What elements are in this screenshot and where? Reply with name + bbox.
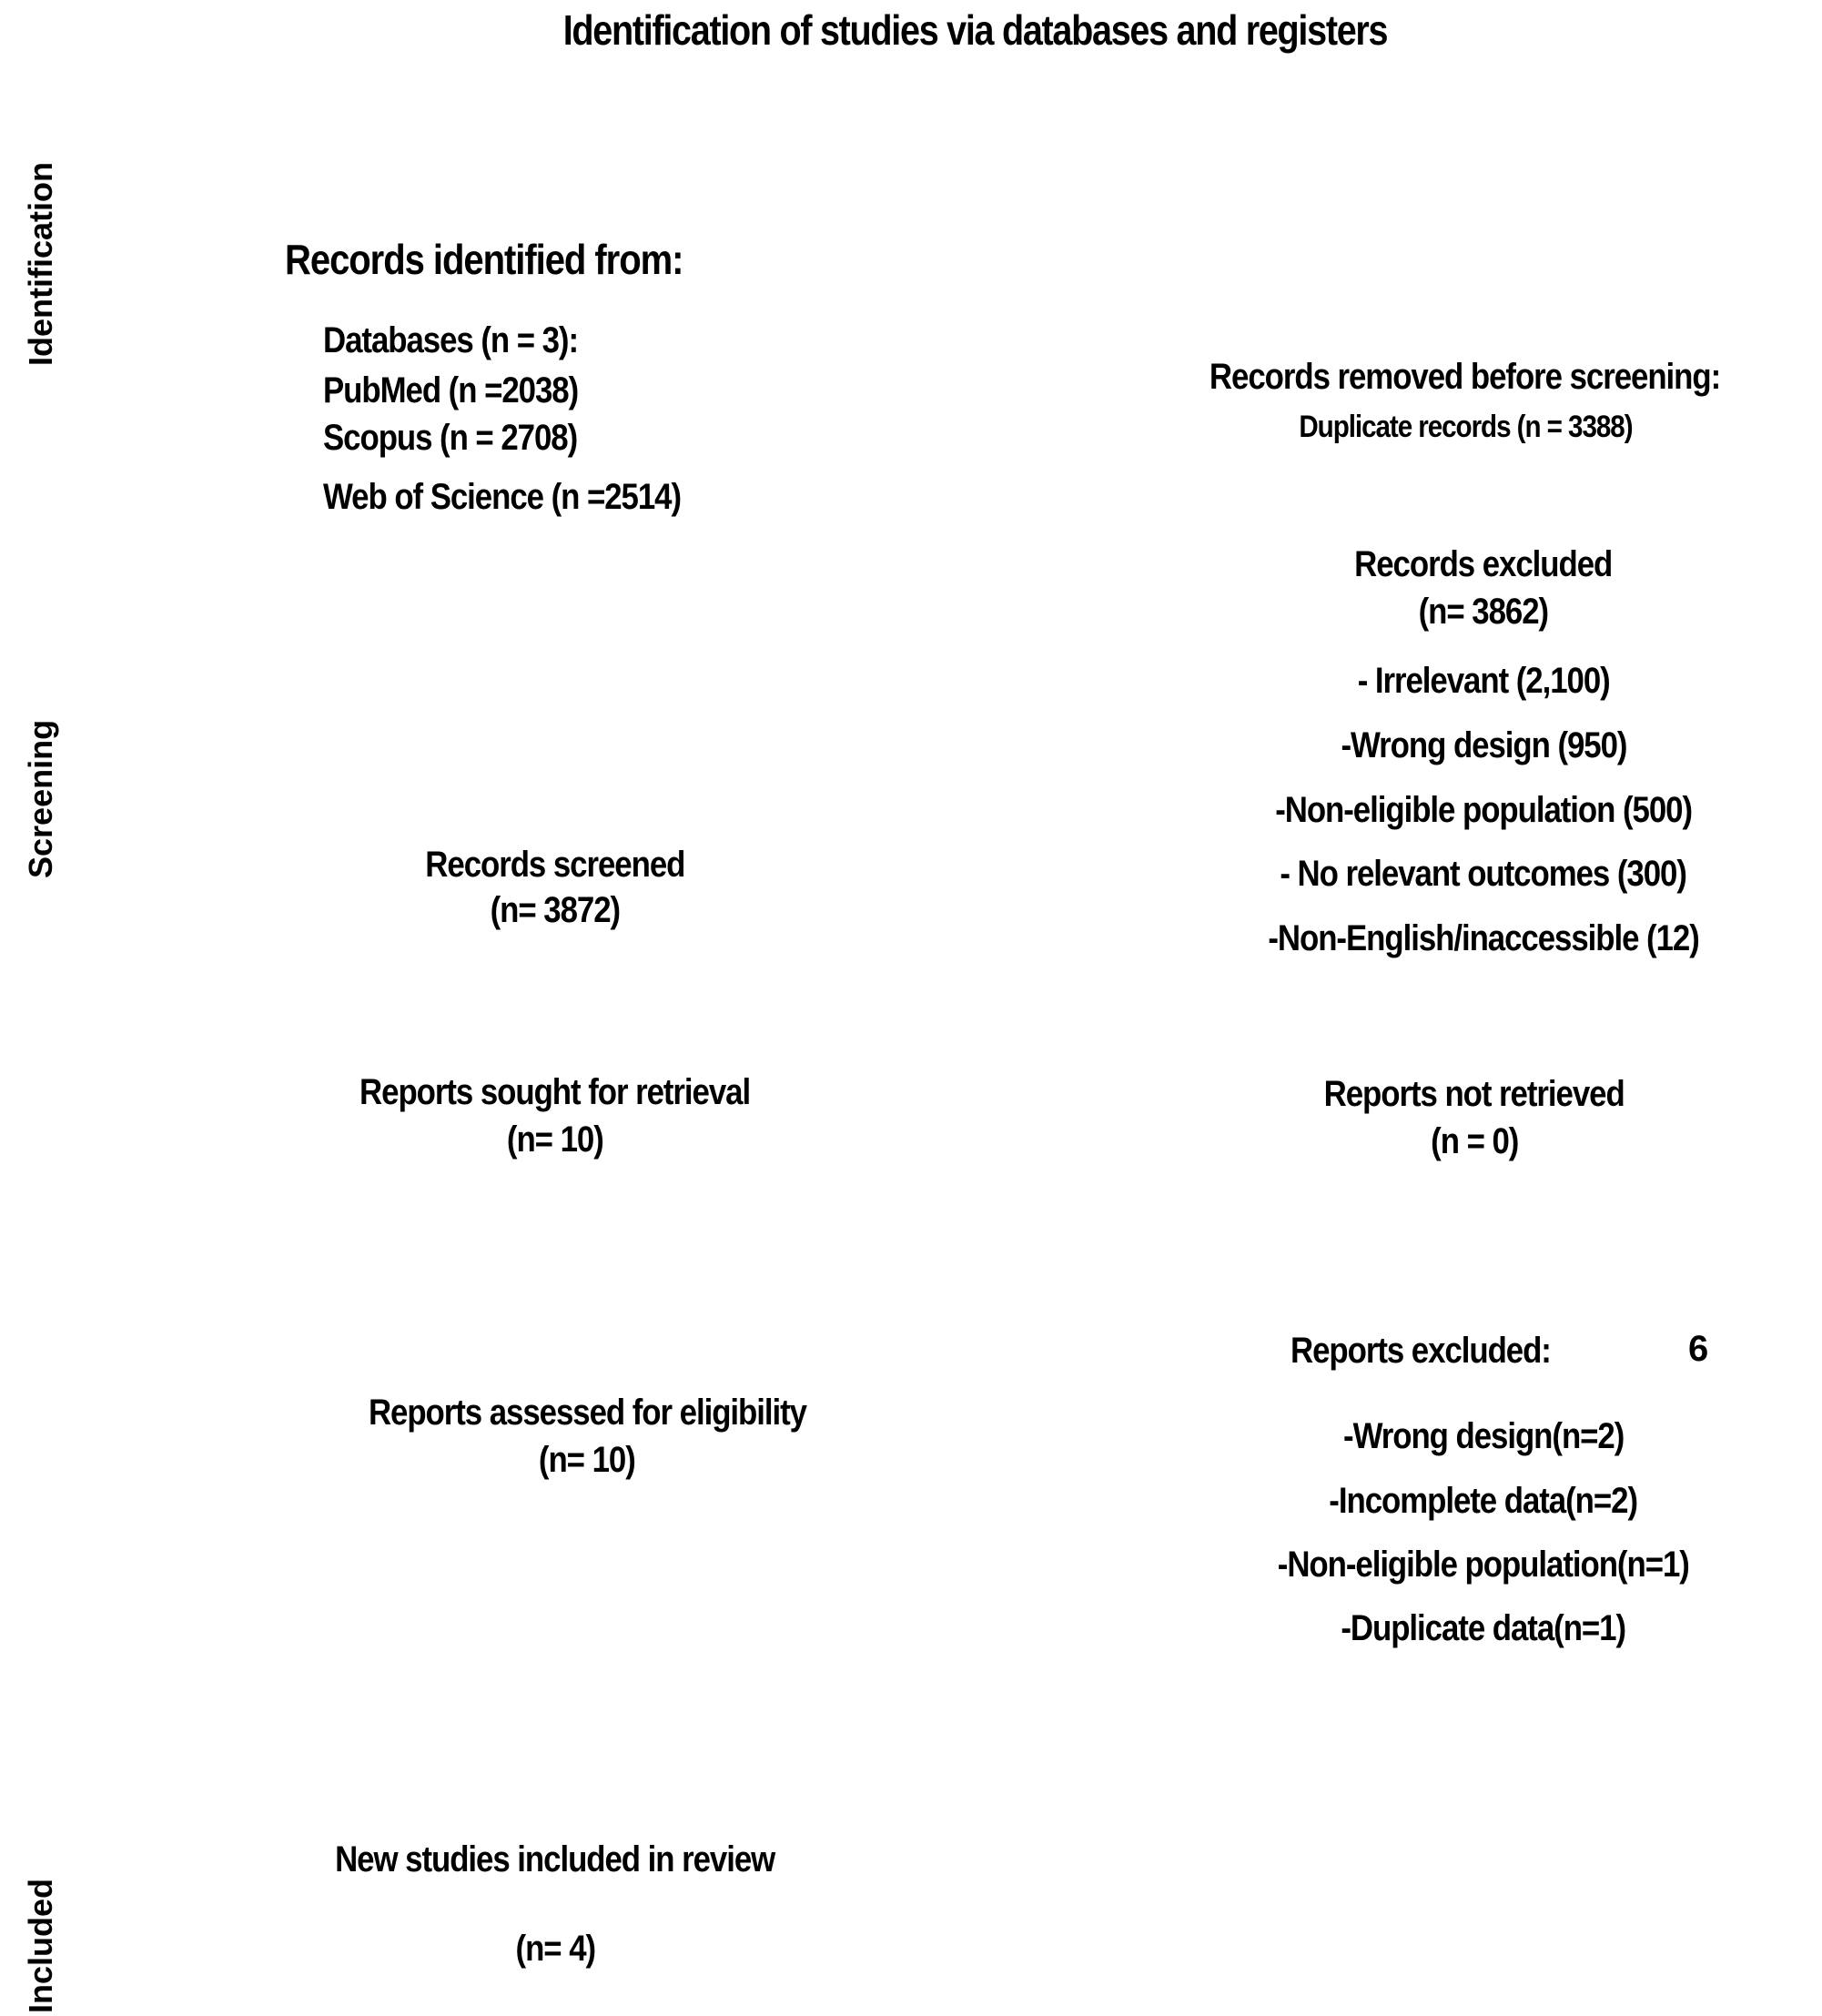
exclusion-reason: -Non-eligible population (500) xyxy=(1275,790,1692,830)
included-studies-box xyxy=(246,1841,865,1967)
records-excluded-count: (n= 3862) xyxy=(1418,592,1549,632)
reports-sought-box xyxy=(264,1074,846,1158)
phase-label-included: Included xyxy=(22,1878,59,2013)
records-removed-heading: Records removed before screening: xyxy=(1210,357,1721,397)
reports-assessed-count: (n= 10) xyxy=(539,1440,635,1480)
included-studies-count: (n= 4) xyxy=(515,1929,595,1969)
report-exclusion-reason: -Wrong design(n=2) xyxy=(1342,1416,1625,1456)
exclusion-reason: - No relevant outcomes (300) xyxy=(1280,854,1687,894)
database-list xyxy=(323,322,734,515)
records-screened-box xyxy=(346,846,764,928)
records-removed-box xyxy=(1115,359,1816,442)
records-excluded-label: Records excluded xyxy=(1354,544,1613,584)
report-exclusion-reason: -Non-eligible population(n=1) xyxy=(1277,1545,1690,1585)
report-exclusion-reason: -Incomplete data(n=2) xyxy=(1329,1481,1638,1521)
records-excluded-box xyxy=(1165,546,1802,957)
included-studies-label: New studies included in review xyxy=(335,1839,775,1879)
duplicate-records: Duplicate records (n = 3388) xyxy=(1298,410,1633,444)
reports-excluded-label: Reports excluded: xyxy=(1291,1331,1551,1371)
records-identified-box xyxy=(285,236,743,283)
reports-sought-label: Reports sought for retrieval xyxy=(359,1072,751,1112)
reports-excluded-reasons xyxy=(1165,1418,1802,1646)
database-web-of-science: Web of Science (n =2514) xyxy=(323,477,682,517)
exclusion-reason: -Wrong design (950) xyxy=(1340,725,1627,765)
reports-excluded-heading-row xyxy=(1291,1331,1590,1372)
database-scopus: Scopus (n = 2708) xyxy=(323,418,578,458)
reports-not-retrieved-count: (n = 0) xyxy=(1430,1121,1519,1161)
database-count: Databases (n = 3): xyxy=(323,320,579,360)
reports-assessed-box xyxy=(273,1394,901,1478)
phase-label-identification: Identification xyxy=(22,162,59,366)
exclusion-reason: -Non-English/inaccessible (12) xyxy=(1268,918,1699,958)
reports-not-retrieved-label: Reports not retrieved xyxy=(1323,1074,1625,1114)
database-pubmed: PubMed (n =2038) xyxy=(323,370,579,410)
reports-excluded-total xyxy=(1688,1331,1707,1367)
reports-not-retrieved-box xyxy=(1238,1076,1711,1160)
reports-excluded-total-value: 6 xyxy=(1688,1329,1708,1369)
report-exclusion-reason: -Duplicate data(n=1) xyxy=(1341,1608,1626,1648)
reports-assessed-label: Reports assessed for eligibility xyxy=(368,1393,806,1433)
reports-sought-count: (n= 10) xyxy=(507,1119,603,1160)
diagram-title xyxy=(0,6,1822,54)
exclusion-reason: - Irrelevant (2,100) xyxy=(1357,661,1610,701)
records-identified-heading: Records identified from: xyxy=(285,236,683,283)
diagram-title-text: Identification of studies via databases and registers xyxy=(562,6,1387,54)
records-screened-label: Records screened xyxy=(425,845,685,885)
records-screened-count: (n= 3872) xyxy=(490,890,621,930)
phase-label-screening: Screening xyxy=(22,719,59,878)
